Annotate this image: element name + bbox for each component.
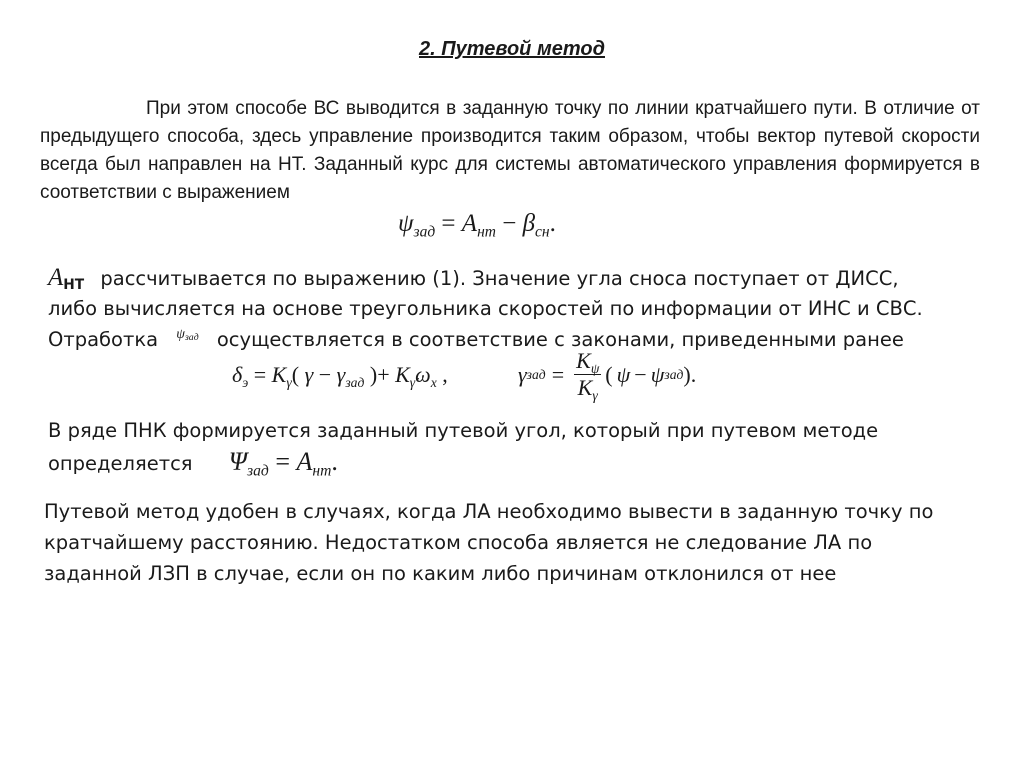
formula-bank-law: γ зад = $\frac{K_\psi}{K_\gamma}$ ( ψ − ψ зад ). xyxy=(518,348,697,403)
intro-paragraph: При этом способе ВС выводится в заданную точку по линии кратчайшего пути. В отличие от предыдущего способа, здесь управление производится таким образом, чтобы вектор путевой скорости всегда был направлен на НТ. Заданный курс для системы автоматического управления формируется в соответствии с выражением xyxy=(40,98,980,203)
section-heading: 2. Путевой метод xyxy=(419,38,605,60)
paragraph4-line3: заданной ЛЗП в случае, если он по каким либо причинам отклонился от нее xyxy=(44,562,837,585)
gain-fraction: $\frac{K_\psi}{K_\gamma}$ xyxy=(576,348,600,403)
formula-elevator-law: $\delta_э = K_\gamma$( $\gamma - \gamma_{зад}$ )+ $K_{\gammȧ}\omega_x$ , xyxy=(232,362,448,390)
formula-desired-heading: $\psi_{зад} = A_{нт} - \beta_{сн}$. xyxy=(398,210,556,241)
paragraph2-line1: $A_{НТ}$ рассчитывается по выражению (1). Значение угла сноса поступает от ДИСС, xyxy=(48,264,899,294)
paragraph4-line1: Путевой метод удобен в случаях, когда ЛА необходимо вывести в заданную точку по xyxy=(44,500,934,523)
paragraph4-line2: кратчайшему расстоянию. Недостатком способа является не следование ЛА по xyxy=(44,531,873,554)
a-nt-symbol: $A_{НТ}$ xyxy=(48,264,85,294)
formula-track-angle: $\Psi_{зад} = A_{нт}$. xyxy=(228,447,338,480)
paragraph3-line2: определяется $\Psi_{зад} = A_{нт}$. xyxy=(48,447,338,480)
psi-zad-symbol: ψзад xyxy=(176,327,199,343)
paragraph3-line1: В ряде ПНК формируется заданный путевой угол, который при путевом методе xyxy=(48,419,879,442)
paragraph2-line2: либо вычисляется на основе треугольника скоростей по информации от ИНС и СВС. xyxy=(48,297,923,320)
paragraph2-line3: Отработка $^{\psi_{зад}}$ осуществляется в соответствие с законами, приведенными ранее xyxy=(48,327,904,351)
